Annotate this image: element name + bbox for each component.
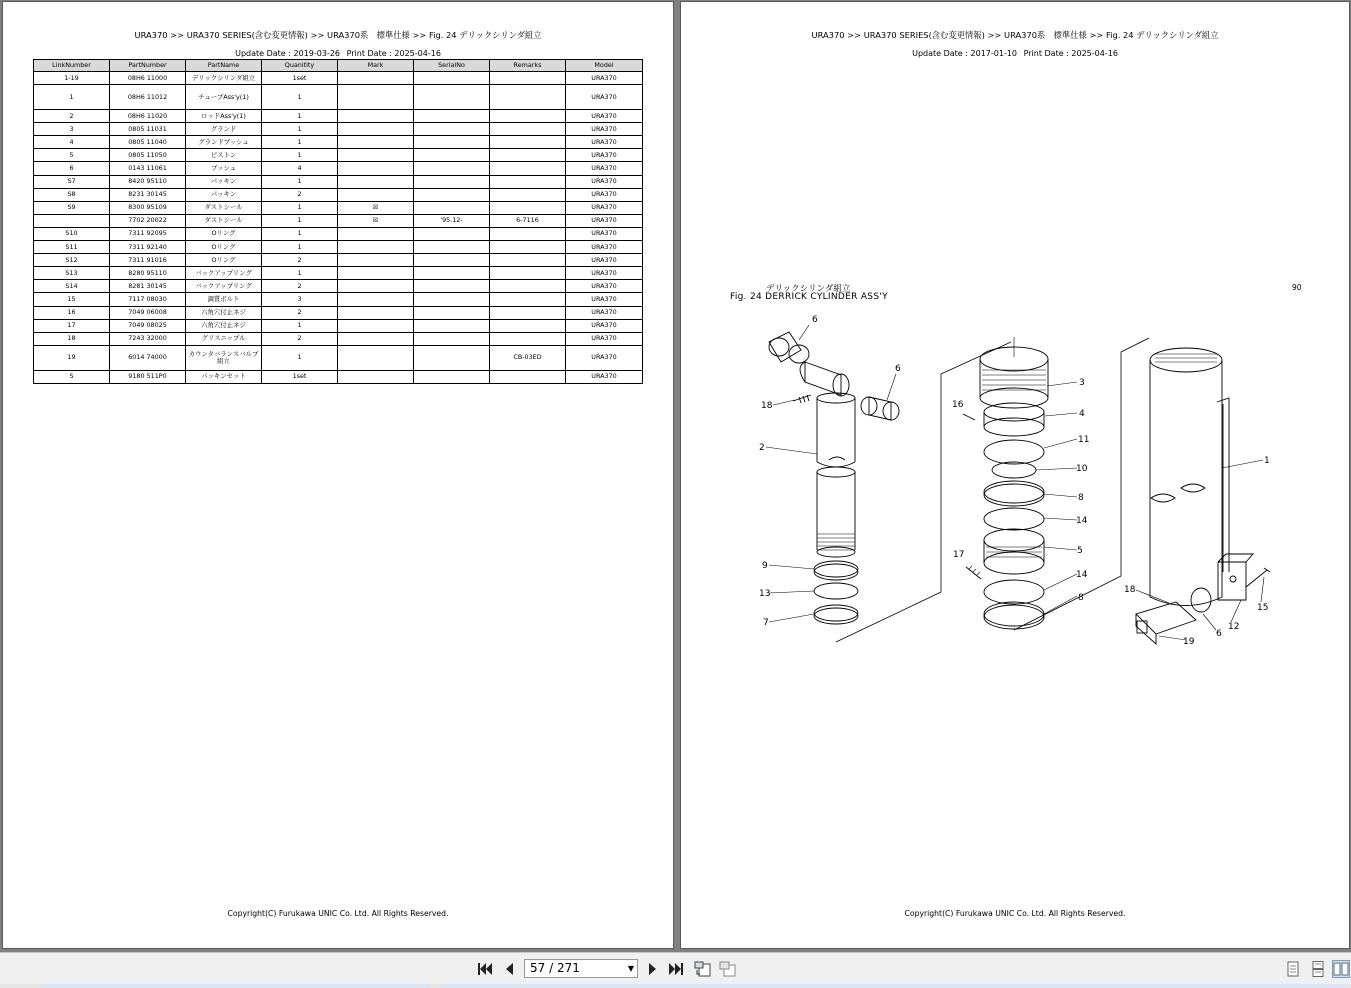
table-cell: 0805 11050 (110, 149, 186, 162)
callout-2: 2 (759, 443, 765, 453)
table-cell (338, 162, 414, 175)
table-cell: グランド (186, 123, 262, 136)
table-cell: ロッドAss'y(1) (186, 110, 262, 123)
table-cell (414, 319, 490, 332)
print-date: Print Date : 2025-04-16 (1023, 49, 1118, 58)
table-cell: URA370 (566, 123, 643, 136)
table-cell: ☒ (338, 214, 414, 227)
table-cell (490, 267, 566, 280)
table-body (34, 72, 643, 384)
table-cell: URA370 (566, 293, 643, 306)
table-cell: 7049 08025 (110, 319, 186, 332)
right-page (680, 1, 1350, 949)
single-page-icon[interactable] (1284, 960, 1302, 978)
table-cell (338, 188, 414, 201)
figure-title-en: Fig. 24 DERRICK CYLINDER ASS'Y (730, 292, 888, 302)
fit-icon[interactable] (719, 960, 737, 978)
table-cell: S13 (34, 267, 110, 280)
table-cell (414, 345, 490, 370)
table-cell (338, 319, 414, 332)
table-cell (338, 123, 414, 136)
table-cell (490, 241, 566, 254)
table-cell (414, 162, 490, 175)
callout-16: 16 (952, 400, 964, 410)
copyright: Copyright(C) Furukawa UNIC Co. Ltd. All Rights Reserved. (904, 909, 1126, 918)
table-cell (338, 345, 414, 370)
column-header: Model (566, 60, 643, 72)
update-info (3, 49, 673, 58)
table-cell (338, 175, 414, 188)
table-cell: 1 (34, 85, 110, 110)
table-row (34, 280, 643, 293)
table-cell: 1 (262, 319, 338, 332)
table-cell: CB-03ED (490, 345, 566, 370)
exploded-diagram (681, 2, 1350, 949)
table-cell: 7311 92095 (110, 227, 186, 240)
callout-14: 14 (1076, 570, 1088, 580)
table-cell: 7311 92140 (110, 241, 186, 254)
table-cell (414, 332, 490, 345)
table-cell: パッキンセット (186, 370, 262, 383)
table-cell: カウンタバランスバルブ組立 (186, 345, 262, 370)
two-page-icon[interactable] (1332, 960, 1350, 978)
update-date: Update Date : 2017-01-10 (912, 49, 1018, 58)
page-number-select[interactable] (524, 959, 638, 978)
rotate-icon[interactable] (694, 960, 712, 978)
table-cell: URA370 (566, 85, 643, 110)
callout-15: 15 (1257, 603, 1269, 613)
table-cell: 16 (34, 306, 110, 319)
callout-19: 19 (1183, 637, 1195, 647)
callout-6: 6 (812, 315, 818, 325)
table-cell: 7049 06008 (110, 306, 186, 319)
table-cell (414, 136, 490, 149)
table-cell (414, 175, 490, 188)
table-cell (414, 110, 490, 123)
table-row (34, 345, 643, 370)
table-cell: 7702 20022 (110, 214, 186, 227)
callout-13: 13 (759, 589, 771, 599)
table-cell: 2 (262, 306, 338, 319)
table-cell (338, 267, 414, 280)
table-cell: ピストン (186, 149, 262, 162)
table-cell: 2 (262, 332, 338, 345)
table-cell: 18 (34, 332, 110, 345)
next-page-icon[interactable] (644, 960, 662, 978)
table-cell: URA370 (566, 72, 643, 85)
table-cell: 1 (262, 123, 338, 136)
figure-page-number: 90 (1292, 283, 1302, 292)
column-header: Remarks (490, 60, 566, 72)
callout-8: 8 (1078, 593, 1084, 603)
left-page (2, 1, 674, 949)
callout-14: 14 (1076, 516, 1088, 526)
callout-4: 4 (1079, 409, 1085, 419)
table-cell: 19 (34, 345, 110, 370)
page-indicator: 57 / 271 (530, 961, 580, 975)
table-cell (414, 293, 490, 306)
column-header: LinkNumber (34, 60, 110, 72)
table-cell: ☒ (338, 201, 414, 214)
table-row (34, 306, 643, 319)
chevron-down-icon: ▼ (627, 964, 634, 973)
table-cell: 08H6 11012 (110, 85, 186, 110)
table-cell: URA370 (566, 149, 643, 162)
table-cell: S8 (34, 188, 110, 201)
table-cell: URA370 (566, 319, 643, 332)
table-cell: URA370 (566, 241, 643, 254)
column-header: PartNumber (110, 60, 186, 72)
table-row (34, 227, 643, 240)
table-cell (490, 162, 566, 175)
table-cell (414, 149, 490, 162)
column-header: Quanitity (262, 60, 338, 72)
table-cell: 9180 511P0 (110, 370, 186, 383)
table-cell: 7311 91016 (110, 254, 186, 267)
table-row (34, 254, 643, 267)
table-cell (490, 227, 566, 240)
table-cell: 4 (34, 136, 110, 149)
table-cell (338, 280, 414, 293)
table-cell (414, 280, 490, 293)
table-row (34, 201, 643, 214)
table-cell (414, 267, 490, 280)
table-cell: 1set (262, 72, 338, 85)
update-date: Update Date : 2019-03-26 (235, 49, 341, 58)
table-cell: パッキン (186, 175, 262, 188)
table-row (34, 72, 643, 85)
table-cell: 1 (262, 149, 338, 162)
breadcrumb: URA370 >> URA370 SERIES(含む変更情報) >> URA370系 標準仕様 >> Fig. 24 デリックシリンダ組立 (134, 30, 542, 40)
table-cell: S11 (34, 241, 110, 254)
table-cell (34, 214, 110, 227)
table-cell (490, 110, 566, 123)
table-cell (490, 85, 566, 110)
table-cell: 1 (262, 267, 338, 280)
table-cell: デリックシリンダ組立 (186, 72, 262, 85)
table-cell: 8281 30145 (110, 280, 186, 293)
table-row (34, 85, 643, 110)
table-cell: URA370 (566, 306, 643, 319)
table-cell (414, 254, 490, 267)
table-cell: 6-7116 (490, 214, 566, 227)
table-cell (490, 306, 566, 319)
table-cell: 08H6 11020 (110, 110, 186, 123)
table-cell: 6 (34, 162, 110, 175)
table-cell (414, 306, 490, 319)
table-cell: S10 (34, 227, 110, 240)
column-header: Mark (338, 60, 414, 72)
table-row (34, 175, 643, 188)
table-cell: 4 (262, 162, 338, 175)
table-cell (338, 85, 414, 110)
table-cell (414, 188, 490, 201)
callout-8: 8 (1078, 493, 1084, 503)
copyright: Copyright(C) Furukawa UNIC Co. Ltd. All Rights Reserved. (227, 909, 449, 918)
table-cell: URA370 (566, 136, 643, 149)
table-cell (490, 175, 566, 188)
table-cell: 1 (262, 241, 338, 254)
last-page-icon[interactable] (667, 960, 685, 978)
table-cell (490, 188, 566, 201)
table-cell (338, 306, 414, 319)
table-cell: 3 (34, 123, 110, 136)
table-cell (338, 72, 414, 85)
table-cell: Oリング (186, 241, 262, 254)
callout-18: 18 (761, 401, 773, 411)
table-cell: 1 (262, 85, 338, 110)
table-cell (338, 332, 414, 345)
table-cell: 8420 95110 (110, 175, 186, 188)
table-cell: URA370 (566, 201, 643, 214)
table-cell: グリスニップル (186, 332, 262, 345)
scrollbar-thumb[interactable] (40, 984, 430, 988)
table-cell: 8280 95110 (110, 267, 186, 280)
table-cell: 1-19 (34, 72, 110, 85)
table-cell: S (34, 370, 110, 383)
table-cell (338, 227, 414, 240)
table-cell (414, 241, 490, 254)
tube-assembly-drawing (1136, 348, 1270, 644)
table-cell: URA370 (566, 175, 643, 188)
table-cell (414, 85, 490, 110)
table-cell: 15 (34, 293, 110, 306)
table-cell: URA370 (566, 280, 643, 293)
table-cell (490, 254, 566, 267)
table-cell: チューブAss'y(1) (186, 85, 262, 110)
table-cell: バックアップリング (186, 267, 262, 280)
breadcrumb: URA370 >> URA370 SERIES(含む変更情報) >> URA370系 標準仕様 >> Fig. 24 デリックシリンダ組立 (811, 30, 1219, 40)
table-cell (414, 227, 490, 240)
table-cell: ダストシール (186, 201, 262, 214)
table-cell (490, 149, 566, 162)
table-cell: S7 (34, 175, 110, 188)
table-cell: 1 (262, 175, 338, 188)
table-cell: 17 (34, 319, 110, 332)
table-row (34, 123, 643, 136)
table-cell: ダストシール (186, 214, 262, 227)
figure-title-jp: デリックシリンダ組立 (766, 284, 851, 294)
table-cell: 8231 30145 (110, 188, 186, 201)
table-cell (338, 149, 414, 162)
table-cell: Oリング (186, 227, 262, 240)
callout-1: 1 (1264, 456, 1270, 466)
table-cell: 調質ボルト (186, 293, 262, 306)
prev-page-icon[interactable] (500, 960, 518, 978)
continuous-icon[interactable] (1309, 960, 1327, 978)
table-cell: 2 (262, 280, 338, 293)
table-cell: 7243 32000 (110, 332, 186, 345)
table-cell (338, 110, 414, 123)
table-cell: URA370 (566, 267, 643, 280)
table-cell (414, 201, 490, 214)
table-cell: 7117 08030 (110, 293, 186, 306)
table-cell: URA370 (566, 110, 643, 123)
table-cell: パッキン (186, 188, 262, 201)
table-header-row (34, 60, 643, 72)
table-cell: S9 (34, 201, 110, 214)
table-cell: '95.12- (414, 214, 490, 227)
callout-5: 5 (1077, 546, 1083, 556)
table-cell (490, 123, 566, 136)
table-cell: 08H6 11000 (110, 72, 186, 85)
table-cell: 1set (262, 370, 338, 383)
callout-3: 3 (1079, 378, 1085, 388)
first-page-icon[interactable] (476, 960, 494, 978)
table-cell: 3 (262, 293, 338, 306)
table-row (34, 370, 643, 383)
table-cell: URA370 (566, 345, 643, 370)
table-cell: 0143 11061 (110, 162, 186, 175)
table-cell: 8300 95109 (110, 201, 186, 214)
table-cell: 2 (262, 254, 338, 267)
table-cell: ブッシュ (186, 162, 262, 175)
table-cell: バックアップリング (186, 280, 262, 293)
table-cell (490, 319, 566, 332)
table-cell: 1 (262, 136, 338, 149)
table-cell: 1 (262, 201, 338, 214)
table-row (34, 267, 643, 280)
table-cell: グランドブッシュ (186, 136, 262, 149)
gland-stack-drawing (963, 337, 1149, 630)
table-cell: URA370 (566, 214, 643, 227)
table-cell: URA370 (566, 227, 643, 240)
table-cell: 2 (34, 110, 110, 123)
table-cell (338, 370, 414, 383)
table-cell: URA370 (566, 332, 643, 345)
table-cell (414, 72, 490, 85)
callout-6: 6 (1216, 629, 1222, 639)
table-cell: S14 (34, 280, 110, 293)
callout-9: 9 (762, 561, 768, 571)
table-cell: Oリング (186, 254, 262, 267)
table-row (34, 241, 643, 254)
table-cell: URA370 (566, 188, 643, 201)
rod-assembly-drawing (766, 325, 1011, 642)
table-cell (338, 293, 414, 306)
table-cell: 0805 11040 (110, 136, 186, 149)
scrollbar-track-highlight (440, 984, 1345, 988)
table-row (34, 332, 643, 345)
table-cell: 6014 74000 (110, 345, 186, 370)
table-row (34, 293, 643, 306)
horizontal-scrollbar[interactable] (0, 984, 1351, 988)
table-cell: 1 (262, 227, 338, 240)
column-header: SerialNo (414, 60, 490, 72)
callout-10: 10 (1076, 464, 1088, 474)
table-cell: 六角穴付止ネジ (186, 306, 262, 319)
table-row (34, 149, 643, 162)
table-cell: 5 (34, 149, 110, 162)
column-header: PartName (186, 60, 262, 72)
table-cell: URA370 (566, 162, 643, 175)
table-cell (490, 72, 566, 85)
parts-table (33, 59, 643, 384)
table-row (34, 136, 643, 149)
table-cell (338, 136, 414, 149)
table-row (34, 319, 643, 332)
table-cell (414, 123, 490, 136)
callout-7: 7 (763, 618, 769, 628)
table-cell: 1 (262, 214, 338, 227)
table-cell (490, 280, 566, 293)
table-cell: URA370 (566, 254, 643, 267)
table-cell: 1 (262, 345, 338, 370)
print-date: Print Date : 2025-04-16 (346, 49, 441, 58)
table-cell (490, 293, 566, 306)
table-cell (338, 254, 414, 267)
viewer-toolbar (0, 952, 1351, 984)
table-cell (490, 332, 566, 345)
callout-6: 6 (895, 364, 901, 374)
table-cell: 1 (262, 110, 338, 123)
table-cell: S12 (34, 254, 110, 267)
table-cell (338, 241, 414, 254)
table-cell (490, 370, 566, 383)
table-cell: 六角穴付止ネジ (186, 319, 262, 332)
callout-18: 18 (1124, 585, 1136, 595)
table-row (34, 188, 643, 201)
table-cell: URA370 (566, 370, 643, 383)
table-cell (414, 370, 490, 383)
table-cell (490, 136, 566, 149)
table-cell: 0805 11031 (110, 123, 186, 136)
table-row (34, 110, 643, 123)
callout-12: 12 (1228, 622, 1240, 632)
table-cell: 2 (262, 188, 338, 201)
table-cell (490, 201, 566, 214)
table-row (34, 214, 643, 227)
table-row (34, 162, 643, 175)
callout-17: 17 (953, 550, 965, 560)
callout-11: 11 (1078, 435, 1090, 445)
